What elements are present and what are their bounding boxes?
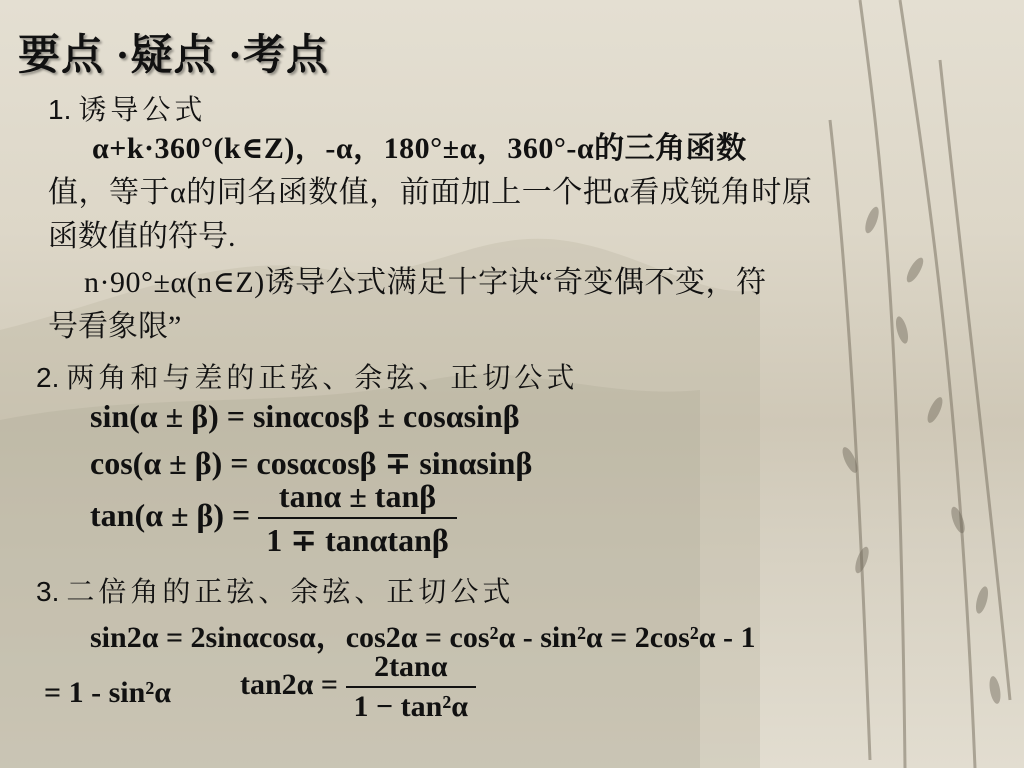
- section1-para1-line1: α+k·360°(k∈Z)，-α，180°±α，360°-α的三角函数: [92, 132, 747, 165]
- section1-para1-line3: 函数值的符号.: [48, 220, 236, 253]
- section2-title: 两角和与差的正弦、余弦、正切公式: [66, 363, 579, 394]
- double-angle-line1: sin2α = 2sinαcosα，cos2α = cos²α - sin²α = 2cos²α - 1: [90, 621, 756, 654]
- fraction-bar: [346, 686, 477, 688]
- tan-sum-fraction: [258, 478, 456, 559]
- tan-double-lhs: tan2α =: [240, 667, 339, 701]
- sin-sum-formula: [90, 398, 520, 435]
- tan-sum-numerator: tanα ± tanβ: [278, 478, 437, 514]
- tan-sum-lhs: tan(α ± β) =: [90, 496, 251, 533]
- tan-sum-denominator: 1 ∓ tanαtanβ: [266, 522, 449, 558]
- tan-double-formula: [240, 650, 476, 724]
- section1-para2-line1: n·90°±α(n∈Z)诱导公式满足十字诀“奇变偶不变，符: [84, 266, 767, 299]
- sin-sum-lhs: sin(α ± β) =: [90, 398, 245, 434]
- section3-title: 二倍角的正弦、余弦、正切公式: [66, 577, 515, 608]
- section2-number: 2.: [36, 362, 60, 393]
- fraction-bar: [258, 517, 456, 519]
- section1-number: 1.: [48, 94, 72, 125]
- section3-number: 3.: [36, 576, 60, 607]
- sin-sum-rhs: sinαcosβ ± cosαsinβ: [252, 398, 520, 434]
- tan-double-fraction: [346, 650, 477, 724]
- cos-sum-formula: [90, 444, 532, 482]
- section1-para1-line2: 值，等于α的同名函数值，前面加上一个把α看成锐角时原: [48, 176, 813, 209]
- tan-sum-formula: [90, 478, 457, 559]
- cos-sum-lhs: cos(α ± β) =: [90, 445, 249, 481]
- section1-para2-line2: 号看象限”: [48, 310, 182, 343]
- slide-title: 要点 ·疑点 ·考点: [18, 33, 330, 79]
- section2-heading: [36, 356, 578, 396]
- tan-double-numerator: 2tanα: [374, 650, 448, 683]
- cos-sum-rhs: cosαcosβ ∓ sinαsinβ: [256, 445, 533, 481]
- double-angle-line2: = 1 - sin²α: [44, 676, 172, 709]
- tan-double-denominator: 1 − tan²α: [353, 690, 469, 723]
- section1-heading: [48, 88, 206, 128]
- section1-title: 诱导公式: [78, 95, 207, 126]
- section3-heading: [36, 570, 514, 610]
